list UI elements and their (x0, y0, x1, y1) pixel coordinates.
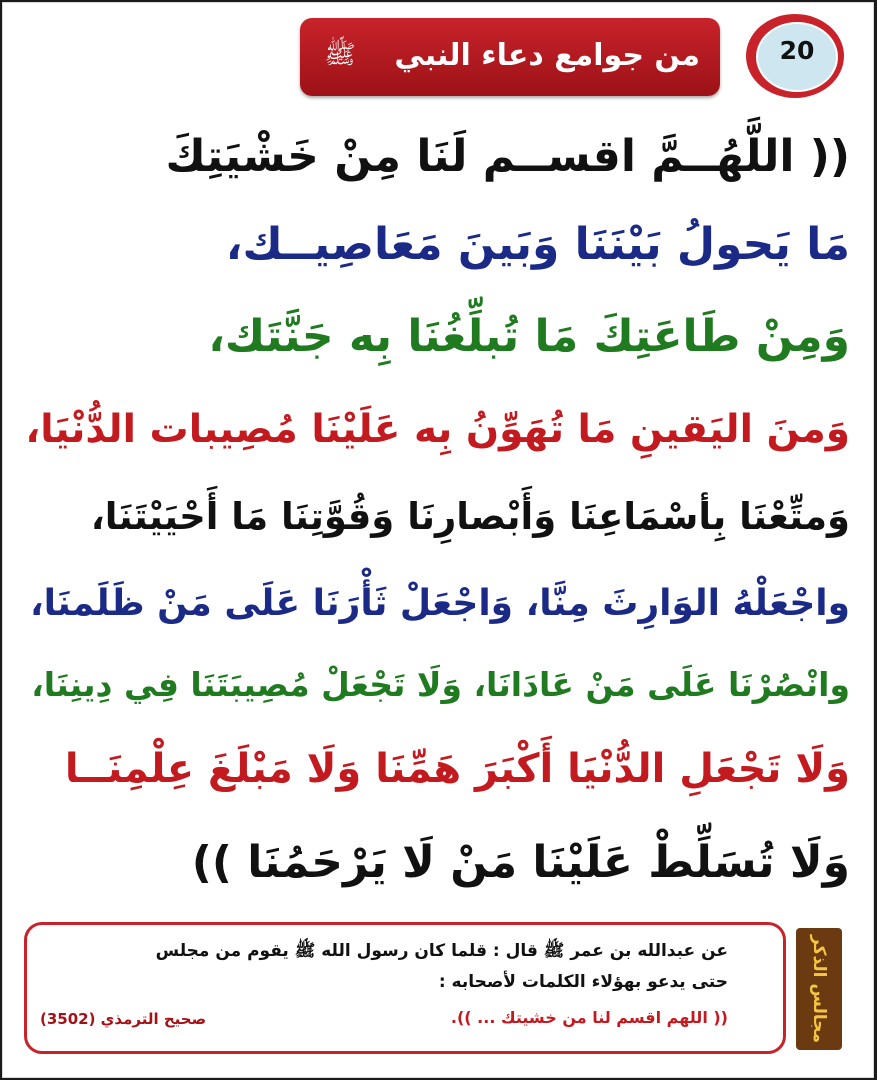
dua-line-3: وَمِنْ طَاعَتِكَ مَا تُبلِّغُنَا بِه جَنَّتَك، (208, 311, 850, 362)
hadith-source: صحيح الترمذي (3502) (40, 1010, 207, 1028)
hadith-line-2: حتى يدعو بهؤلاء الكلمات لأصحابه : (438, 972, 728, 992)
dua-line-8: وَلَا تَجْعَلِ الدُّنْيَا أَكْبَرَ هَمِّنَا وَلَا مَبْلَغَ عِلْمِنَــا (64, 746, 850, 792)
dua-line-6: واجْعَلْهُ الوَارِثَ مِنَّا، وَاجْعَلْ ثَأْرَنَا عَلَى مَنْ ظَلَمنَا، (29, 583, 850, 624)
dua-line-9: وَلَا تُسَلِّطْ عَلَيْنَا مَنْ لَا يَرْحَمُنَا )) (191, 837, 850, 888)
dua-line-5: وَمتِّعْنَا بِأسْمَاعِنَا وَأَبْصارِنَا وَقُوَّتِنَا مَا أَحْيَيْتَنَا، (90, 495, 850, 538)
dua-line-2: مَا يَحولُ بَيْنَنَا وَبَينَ مَعَاصِيــك، (225, 219, 850, 270)
hadith-line-1: عن عبدالله بن عمر ﷺ قال : قلما كان رسول الله ﷺ يقوم من مجلس (155, 941, 728, 961)
dua-line-1: (( اللَّهُــمَّ اقســم لَنَا مِنْ خَشْيَتِكَ (165, 131, 850, 182)
dua-line-7: وانْصُرْنَا عَلَى مَنْ عَادَانَا، وَلَا تَجْعَلْ مُصِيبَتَنَا فِي دِينِنَا، (31, 665, 850, 704)
hadith-quote: (( اللهم اقسم لنا من خشيتك ... )). (450, 1008, 728, 1027)
majalis-logo: مجالس الذكر (796, 928, 842, 1050)
salawat-seal-icon: ﷺ (324, 40, 356, 70)
dua-line-4: وَمنَ اليَقينِ مَا تُهَوِّنُ بِه عَلَيْنَا مُصِيبات الدُّنْيَا، (25, 407, 850, 452)
banner-title: من جوامع دعاء النبي (394, 38, 700, 73)
number-badge-text: 20 (779, 36, 815, 65)
